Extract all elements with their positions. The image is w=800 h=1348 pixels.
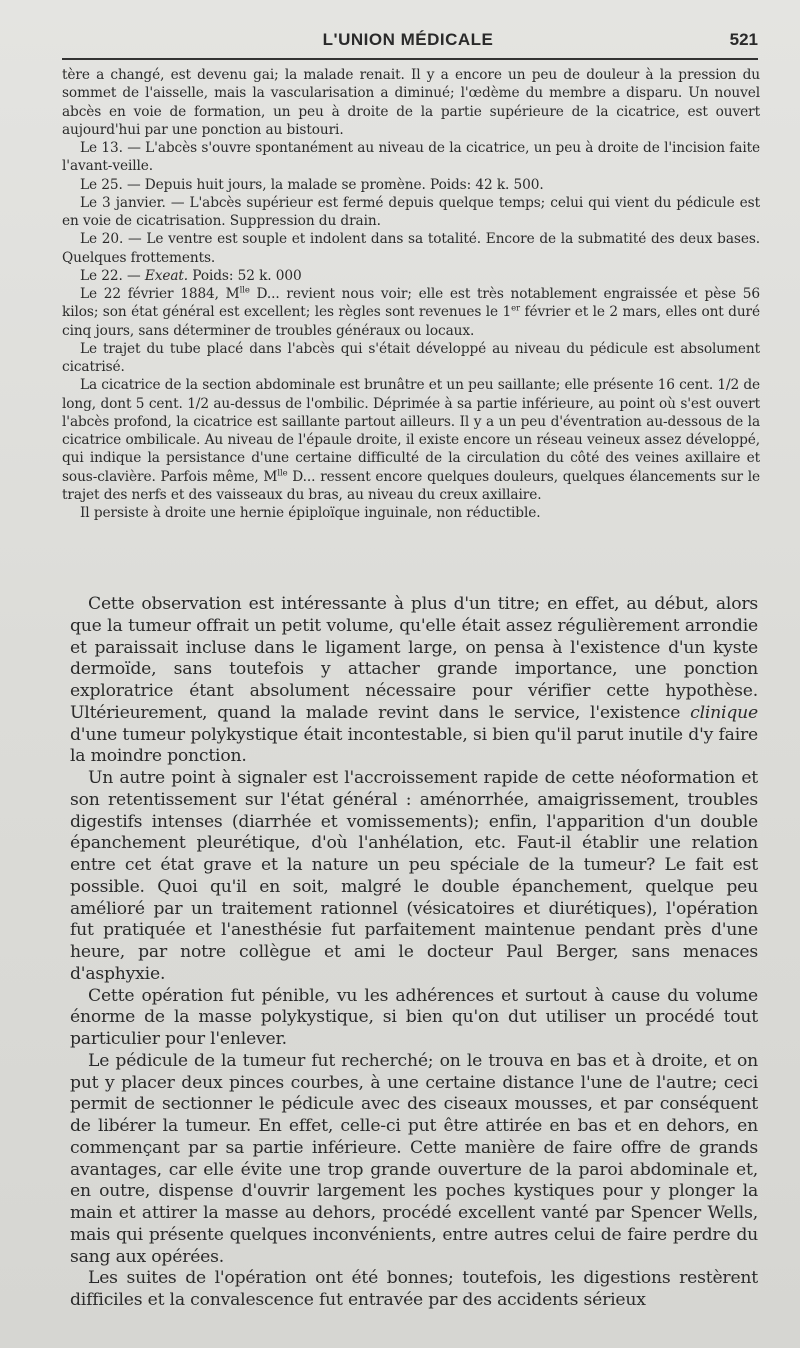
paragraph-operation: Cette opération fut pénible, vu les adhérences et surtout à cause du volume énorme de la masse polykystique, si bien qu'on dut utiliser un procédé tout particulier pour l'enlever. [70,985,758,1049]
paragraph-continuation: tère a changé, est devenu gai; la malade renait. Il y a encore un peu de douleur à la pression du sommet de l'aisselle, mais la vascularisation a diminué; l'œdème du membre a disparu. Un nouvel abcès en voie de formation, un peu à droite de la partie supérieure de la cicatrice, est ouvert aujourd'hui par une ponction au bistouri. [62,67,760,138]
superscript: lle [239,285,250,296]
text-span: La cicatrice de la section abdominale est brunâtre et un peu saillante; elle présente 16 cent. 1/2 de long, dont 5 cent. 1/2 au-dessus de l'ombilic. Déprimée à sa partie inférieure, au point où s'est ouvert l'abcès profond, la cicatrice est saillante partout ailleurs. Il y a un peu d'éventration au-dessous de la cicatrice ombilicale. Au niveau de l'épaule droite, il existe encore un réseau veineux assez développé, qui indique la persistance d'une certaine difficulté de la circulation du côté des veines axillaire et sous-clavière. Parfois même, M [62,377,760,485]
paragraph-pedicule: Le pédicule de la tumeur fut recherché; on le trouva en bas et à droite, et on put y placer deux pinces courbes, à une certaine distance l'une de l'autre; ceci permit de sectionner le pédicule avec des ciseaux mousses, et par conséquent de libérer la tumeur. En effet, celle-ci put être attirée en bas et en dehors, en commençant par sa partie inférieure. Cette manière de faire offre de grands avantages, car elle évite une trop grande ouverture de la paroi abdominale et, en outre, dispense d'ouvrir largement les poches kystiques pour y plonger la main et attirer la masse au dehors, procédé excellent vanté par Spencer Wells, mais qui présente quelques inconvénients, entre autres celui de faire perdre du sang aux opérées. [70,1050,758,1267]
paragraph-le-20: Le 20. — Le ventre est souple et indolent dans sa totalité. Encore de la submatité des deux bases. Quelques frottements. [62,231,760,266]
journal-title: L'UNION MÉDICALE [322,30,494,49]
italic-clinique: clinique [690,702,758,723]
superscript: er [511,303,520,314]
paragraph-hernie: Il persiste à droite une hernie épiploïque inguinale, non réductible. [80,505,541,521]
commentary-section [70,594,758,1312]
page-number: 521 [729,30,758,49]
text-span: Le 22. — [80,267,145,284]
paragraph-cicatrice [62,376,760,504]
paragraph-le-22 [62,267,760,285]
text-span: D... revient nous voir; elle est très notablement engraissée et pèse 56 kilos; son état général est excellent; les règles sont revenues le 1 [62,286,761,321]
running-header [58,30,758,56]
paragraph-trajet-tube: Le trajet du tube placé dans l'abcès qui s'était développé au niveau du pédicule est absolument cicatrisé. [62,340,760,375]
superscript: lle [277,467,288,478]
text-span: Poids: 52 k. 000 [188,267,302,284]
text-span: d'une tumeur polykystique était incontestable, si bien qu'il parut inutile d'y faire la moindre ponction. [70,724,758,767]
header-rule [62,58,758,60]
text-span: février et le 2 mars, elles ont duré cinq jours, sans déterminer de troubles généraux ou locaux. [62,304,760,339]
paragraph-suites: Les suites de l'opération ont été bonnes; toutefois, les digestions restèrent difficiles et la convalescence fut entravée par des accidents sérieux [70,1268,758,1310]
paragraph-le-13: Le 13. — L'abcès s'ouvre spontanément au niveau de la cicatrice, un peu à droite de l'incision faite l'avant-veille. [62,140,760,175]
text-span: Cette observation est intéressante à plus d'un titre; en effet, au début, alors que la tumeur offrait un petit volume, qu'elle était assez régulièrement arrondie et paraissait incluse dans le ligament large, on pensa à l'existence d'un kyste dermoïde, sans toutefois y attacher grande importance, une ponction exploratrice étant absolument nécessaire pour vérifier cette hypothèse. Ultérieurement, quand la malade revint dans le service, l'existence [70,594,758,723]
paragraph-accroissement: Un autre point à signaler est l'accroissement rapide de cette néoformation et son retentissement sur l'état général : aménorrhée, amaigrissement, troubles digestifs intenses (diarrhée et vomissements); enfin, l'apparition d'un double épanchement pleurétique, d'où l'anhélation, etc. Faut-il établir une relation entre cet état grave et la nature un peu spéciale de la tumeur? Le fait est possible. Quoi qu'il en soit, malgré le double épanchement, quelque peu amélioré par un traitement rationnel (vésicatoires et diurétiques), l'opération fut pratiquée et l'anesthésie fut parfaitement maintenue pendant près d'une heure, par notre collègue et ami le docteur Paul Berger, sans menaces d'asphyxie. [70,768,758,984]
text-span: Le 22 février 1884, M [80,286,240,302]
case-notes-section [62,66,760,522]
italic-exeat: Exeat. [144,267,189,284]
paragraph-3-janvier: Le 3 janvier. — L'abcès supérieur est fermé depuis quelque temps; celui qui vient du pédicule est en voie de cicatrisation. Suppression du drain. [62,194,760,229]
paragraph-observation [70,594,758,768]
text-span: D... ressent encore quelques douleurs, quelques élancements sur le trajet des nerfs et des vaisseaux du bras, au niveau du creux axillaire. [62,468,760,503]
paragraph-22-fevrier [62,285,760,340]
paragraph-le-25: Le 25. — Depuis huit jours, la malade se promène. Poids: 42 k. 500. [80,176,544,193]
